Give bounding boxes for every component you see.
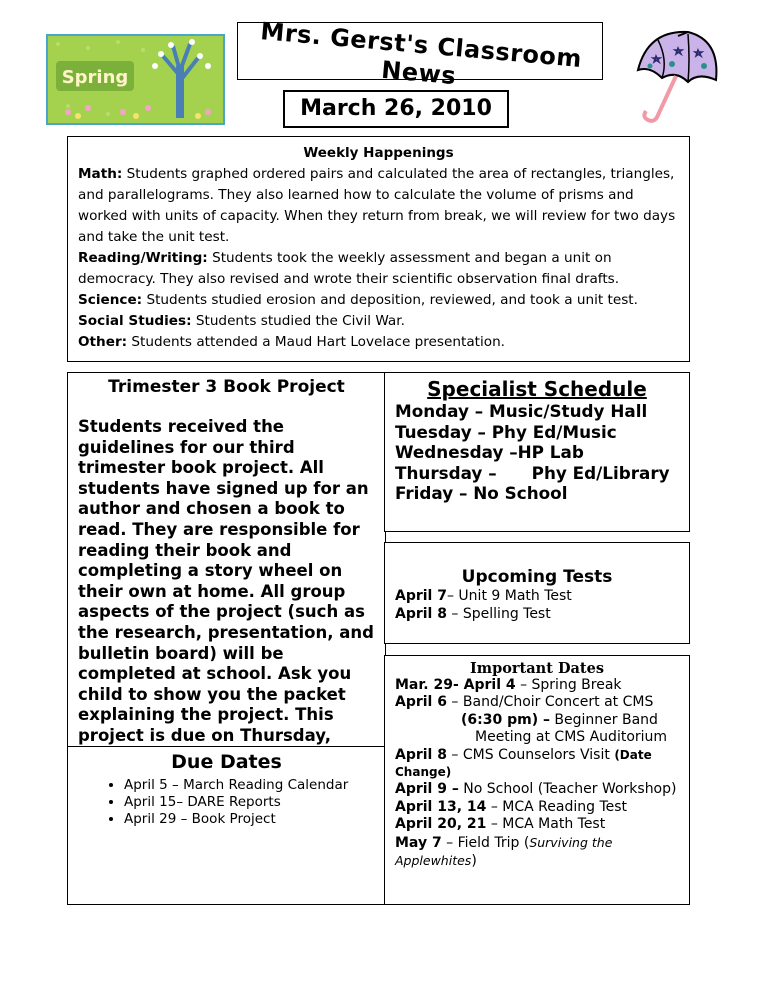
date-text: – MCA Math Test bbox=[486, 816, 606, 833]
test-text: – Unit 9 Math Test bbox=[446, 588, 572, 604]
social-label: Social Studies: bbox=[78, 313, 192, 329]
due-dates-list bbox=[80, 777, 373, 828]
weekly-heading: Weekly Happenings bbox=[303, 145, 454, 161]
upcoming-tests-section bbox=[384, 542, 690, 644]
date-italic-title: Surviving the Applewhites bbox=[395, 834, 613, 869]
test-text: – Spelling Test bbox=[446, 606, 551, 622]
reading-label: Reading/Writing: bbox=[78, 250, 208, 266]
list-item: • April 15– DARE Reports bbox=[124, 794, 373, 811]
social-paragraph bbox=[78, 311, 679, 332]
date-label: April 6 bbox=[395, 694, 447, 711]
math-paragraph bbox=[78, 164, 679, 248]
math-label: Math: bbox=[78, 166, 123, 182]
tests-heading: Upcoming Tests bbox=[461, 567, 613, 587]
date-label: May 7 bbox=[395, 834, 442, 851]
date-text: Meeting at CMS Auditorium bbox=[475, 729, 668, 746]
science-label: Science: bbox=[78, 292, 143, 308]
date-label: April 9 – bbox=[395, 781, 459, 798]
date-note: (Date Change) bbox=[395, 747, 652, 780]
reading-paragraph bbox=[78, 248, 679, 290]
book-project-text: Students received the guidelines for our third trimester book project. All students have signed up for an author and chosen a book to read. They are responsible for reading their book and completing a story wheel on their own at home. All group aspects of the project (such as the research, presentation, and bulletin board) will be completed at school. Ask you child to show you the packet explaining the project. This project is due on Thursday, bbox=[78, 417, 374, 745]
other-paragraph bbox=[78, 332, 679, 353]
list-item: • April 29 – Book Project bbox=[124, 811, 373, 828]
date-label: Mar. 29- April 4 bbox=[395, 677, 516, 693]
schedule-row: Monday – Music/Study Hall bbox=[395, 401, 648, 421]
important-dates-heading: Important Dates bbox=[469, 660, 604, 677]
date-time: (6:30 pm) – bbox=[461, 711, 550, 728]
book-project-section bbox=[67, 372, 386, 748]
schedule-row: Friday – No School bbox=[395, 483, 568, 504]
reading-text: Students took the weekly assessment and began a unit on democracy. They also revised and wrote their scientific observation final drafts. bbox=[78, 250, 620, 287]
math-text: Students graphed ordered pairs and calculated the area of rectangles, triangles, and parallelograms. They also learned how to calculate the volume of prisms and worked with units of capacity. When they return from break, we will review for two days and take the unit test. bbox=[78, 166, 676, 245]
date-text: – MCA Reading Test bbox=[486, 798, 628, 815]
spring-tree-illustration bbox=[48, 36, 223, 123]
banner-label: Spring bbox=[61, 67, 129, 88]
spring-banner-image bbox=[46, 34, 225, 125]
date-row bbox=[395, 781, 679, 798]
science-paragraph bbox=[78, 290, 679, 311]
date-label: April 13, 14 bbox=[395, 798, 487, 815]
newsletter-title-box bbox=[237, 17, 603, 91]
date-row bbox=[395, 677, 679, 694]
date-row bbox=[395, 712, 679, 729]
date-text: – CMS Counselors Visit bbox=[446, 746, 615, 763]
book-project-body bbox=[78, 417, 375, 748]
date-row bbox=[395, 834, 679, 871]
date-text: – Spring Break bbox=[515, 677, 622, 693]
other-text: Students attended a Maud Hart Lovelace presentation. bbox=[131, 334, 506, 350]
date-row bbox=[395, 816, 679, 833]
list-item: • April 5 – March Reading Calendar bbox=[124, 777, 373, 794]
date-text-close: ) bbox=[471, 853, 477, 870]
weekly-happenings-section bbox=[67, 136, 690, 362]
date-row bbox=[395, 799, 679, 816]
date-row bbox=[395, 694, 679, 711]
date-text: – Band/Choir Concert at CMS bbox=[446, 694, 654, 711]
newsletter-date-box bbox=[283, 90, 509, 128]
schedule-row: Tuesday – Phy Ed/Music bbox=[395, 421, 617, 442]
date-row bbox=[395, 729, 679, 746]
umbrella-icon bbox=[628, 20, 724, 130]
specialist-heading: Specialist Schedule bbox=[427, 377, 647, 401]
science-text: Students studied erosion and deposition, reviewed, and took a unit test. bbox=[146, 292, 638, 308]
date-row bbox=[395, 747, 679, 782]
test-row bbox=[395, 587, 679, 605]
due-dates-heading: Due Dates bbox=[171, 751, 282, 773]
due-dates-section bbox=[67, 746, 386, 905]
date-label: April 8 bbox=[395, 746, 447, 763]
date-text: Beginner Band bbox=[549, 711, 658, 728]
specialist-schedule-section bbox=[384, 372, 690, 532]
newsletter-date: March 26, 2010 bbox=[300, 96, 492, 121]
newsletter-title: Mrs. Gerst's Classroom News bbox=[259, 17, 584, 91]
important-dates-section bbox=[384, 655, 690, 905]
other-label: Other: bbox=[78, 334, 128, 350]
schedule-row: Thursday – Phy Ed/Library bbox=[395, 462, 670, 483]
test-date: April 8 bbox=[395, 606, 447, 622]
date-label: April 20, 21 bbox=[395, 816, 487, 833]
test-row bbox=[395, 605, 679, 623]
date-text: No School (Teacher Workshop) bbox=[458, 781, 677, 798]
book-project-heading: Trimester 3 Book Project bbox=[108, 377, 345, 397]
social-text: Students studied the Civil War. bbox=[195, 313, 405, 329]
test-date: April 7 bbox=[395, 588, 447, 604]
schedule-row: Wednesday –HP Lab bbox=[395, 442, 584, 463]
date-text: – Field Trip ( bbox=[441, 834, 530, 851]
